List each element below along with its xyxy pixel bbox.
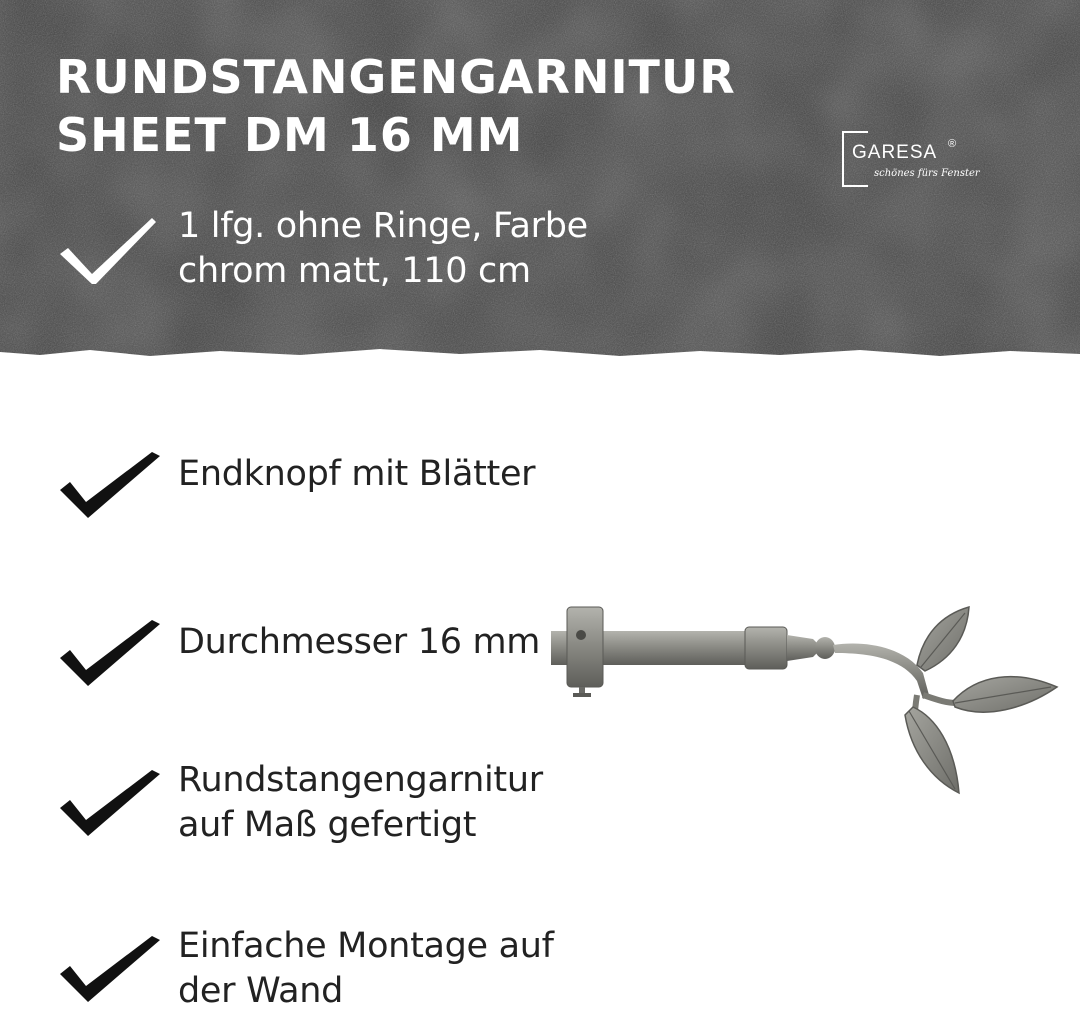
summary-line-2: chrom matt, 110 cm (178, 251, 531, 291)
title-line-2: SHEET DM 16 MM (56, 108, 524, 162)
logo-name: GARESA (852, 142, 938, 163)
check-mark-icon (56, 204, 164, 284)
logo-tagline: schönes fürs Fenster (874, 168, 980, 179)
feature-line-1: Durchmesser 16 mm (178, 622, 541, 662)
feature-line-2: auf Maß gefertigt (178, 805, 477, 845)
curtain-rod-image (545, 595, 1065, 805)
feature-item-mounting (56, 924, 554, 1014)
check-mark-icon (56, 924, 164, 1004)
title-line-1: RUNDSTANGENGARNITUR (56, 50, 736, 104)
logo-registered-mark: ® (948, 138, 957, 150)
check-mark-icon (56, 758, 164, 838)
summary-line-1: 1 lfg. ohne Ringe, Farbe (178, 206, 588, 246)
feature-item-custom-size (56, 758, 543, 848)
check-mark-icon (56, 452, 164, 532)
feature-line-1: Endknopf mit Blätter (178, 454, 536, 494)
feature-line-1: Rundstangengarnitur (178, 760, 543, 800)
feature-item-diameter (56, 620, 540, 700)
brand-logo (840, 130, 1000, 190)
feature-line-2: der Wand (178, 971, 344, 1011)
check-mark-icon (56, 620, 164, 700)
header-band (0, 0, 1080, 362)
feature-line-1: Einfache Montage auf (178, 926, 554, 966)
feature-item-end-knob (56, 452, 535, 532)
page-title (56, 48, 736, 164)
summary-feature (56, 204, 588, 294)
